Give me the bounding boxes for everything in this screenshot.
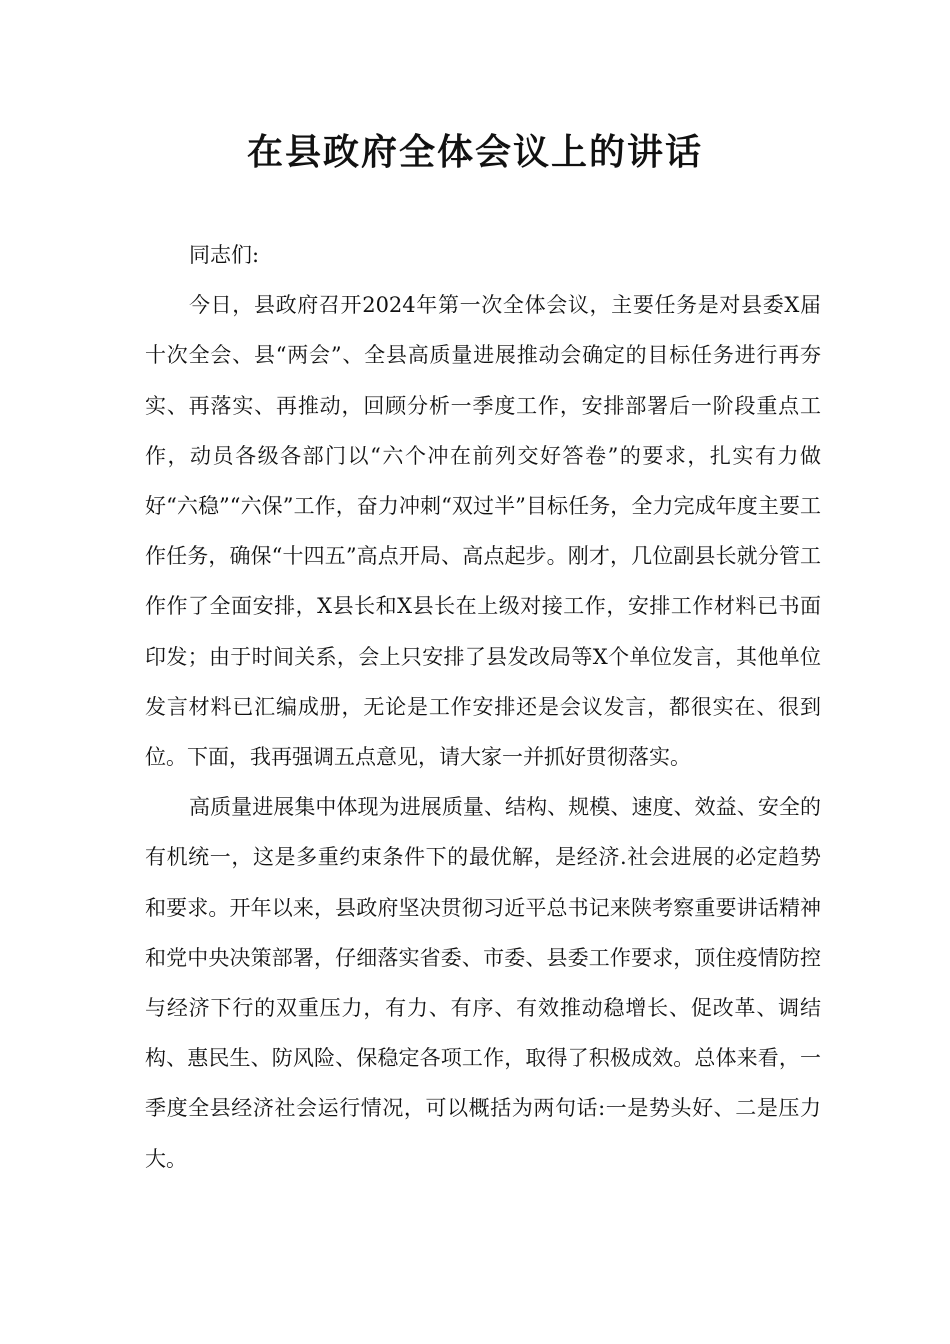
paragraph-2: 高质量进展集中体现为进展质量、结构、规模、速度、效益、安全的有机统一，这是多重约束条件下的最优解，是经济.社会进展的必定趋势和要求。开年以来，县政府坚决贯彻习近平总书记来陕考察重要讲话精神和党中央决策部署，仔细落实省委、市委、县委工作要求，顶住疫情防控与经济下行的双重压力，有力、有序、有效推动稳增长、促改革、调结构、惠民生、防风险、保稳定各项工作，取得了积极成效。总体来看，一季度全县经济社会运行情况，可以概括为两句话:一是势头好、二是压力大。 <box>145 795 821 1171</box>
document-body <box>145 230 821 1184</box>
salutation: 同志们: <box>189 243 260 267</box>
document-title: 在县政府全体会议上的讲话 <box>246 132 703 173</box>
paragraph-1: 今日，县政府召开2024年第一次全体会议，主要任务是对县委X届十次全会、县“两会”、全县高质量进展推动会确定的目标任务进行再夯实、再落实、再推动，回顾分析一季度工作，安排部署后一阶段重点工作，动员各级各部门以“六个冲在前列交好答卷”的要求，扎实有力做好“六稳”“六保”工作，奋力冲刺“双过半”目标任务，全力完成年度主要工作任务，确保“十四五”高点开局、高点起步。刚才，几位副县长就分管工作作了全面安排，X县长和X县长在上级对接工作，安排工作材料已书面印发；由于时间关系，会上只安排了县发改局等X个单位发言，其他单位发言材料已汇编成册，无论是工作安排还是会议发言，都很实在、很到位。下面，我再强调五点意见，请大家一并抓好贯彻落实。 <box>145 293 821 770</box>
